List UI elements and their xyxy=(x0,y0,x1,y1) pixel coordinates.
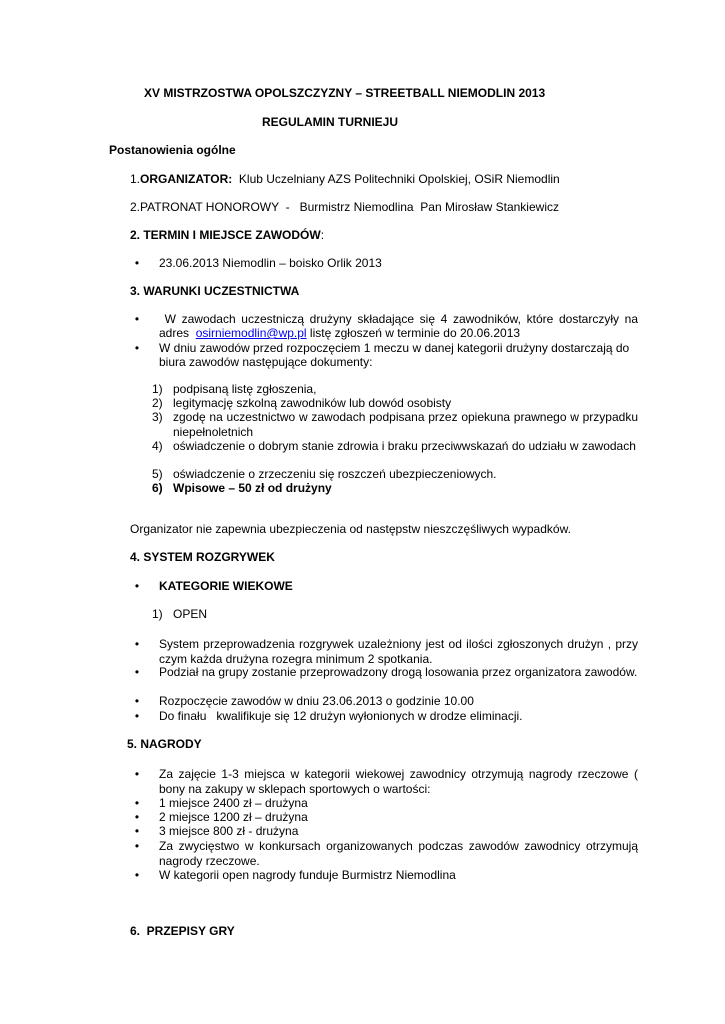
category-number: 1) xyxy=(152,607,163,621)
system-item: Do finału kwalifikuje się 12 drużyn wyłonionych w drodze eliminacji. xyxy=(159,709,523,723)
organizer-line xyxy=(130,172,560,187)
bullet-icon: • xyxy=(134,796,140,810)
section3-bullet1-line2 xyxy=(159,326,520,341)
email-link[interactable]: osirniemodlin@wp.pl xyxy=(195,326,307,340)
prize-item: 3 miejsce 800 zł - drużyna xyxy=(159,824,299,838)
section2-colon: : xyxy=(320,228,325,242)
bullet-icon: • xyxy=(134,839,140,853)
email-prefix: adres xyxy=(159,326,196,340)
prize-item: 2 miejsce 1200 zł – drużyna xyxy=(159,810,308,824)
bullet-icon: • xyxy=(134,868,140,882)
section2-heading: 2. TERMIN I MIEJSCE ZAWODÓW xyxy=(130,228,321,242)
bullet-icon: • xyxy=(134,579,140,593)
prize-item: W kategorii open nagrody funduje Burmistrz Niemodlina xyxy=(159,868,456,882)
doc-number: 2) xyxy=(152,396,163,410)
section3-bullet1-line1: W zawodach uczestniczą drużyny składające się 4 zawodników, które dostarczyły na xyxy=(159,312,638,326)
age-categories: KATEGORIE WIEKOWE xyxy=(159,579,293,593)
bullet-icon: • xyxy=(134,694,140,708)
document-subtitle: REGULAMIN TURNIEJU xyxy=(262,115,399,129)
prize-item: 1 miejsce 2400 zł – drużyna xyxy=(159,796,308,810)
system-item: Podział na grupy zostanie przeprowadzony drogą losowania przez organizatora zawodów. xyxy=(159,665,638,679)
section2-heading-line xyxy=(130,228,324,243)
bullet-icon: • xyxy=(134,341,140,355)
doc-number: 5) xyxy=(152,467,163,481)
prize-item: Za zwycięstwo w konkursach organizowanych podczas zawodów zawodnicy otrzymują nagrody rzeczowe. xyxy=(159,839,638,868)
section3-heading: 3. WARUNKI UCZESTNICTWA xyxy=(130,284,300,298)
doc-number: 3) xyxy=(152,410,163,424)
bullet-icon: • xyxy=(134,767,140,781)
doc-number: 6) xyxy=(152,481,163,495)
bullet-icon: • xyxy=(134,312,140,326)
bullet-icon: • xyxy=(134,637,140,651)
prize-item: Za zajęcie 1-3 miejsca w kategorii wiekowej zawodnicy otrzymują nagrody rzeczowe ( bony na zakupy w sklepach sportowych o wartości: xyxy=(159,767,638,796)
doc-item: legitymację szkolną zawodników lub dowód osobisty xyxy=(173,396,452,410)
general-heading: Postanowienia ogólne xyxy=(109,143,236,157)
bullet-icon: • xyxy=(134,824,140,838)
section2-date-place: 23.06.2013 Niemodlin – boisko Orlik 2013 xyxy=(159,256,382,270)
insurance-note: Organizator nie zapewnia ubezpieczenia od następstw nieszczęśliwych wypadków. xyxy=(130,522,571,536)
doc-number: 4) xyxy=(152,439,163,453)
doc-number: 1) xyxy=(152,382,163,396)
organizer-value: Klub Uczelniany AZS Politechniki Opolskiej, OSiR Niemodlin xyxy=(232,172,560,186)
system-item: Rozpoczęcie zawodów w dniu 23.06.2013 o godzinie 10.00 xyxy=(159,694,474,708)
organizer-prefix: 1. xyxy=(130,172,141,186)
system-item: System przeprowadzenia rozgrywek uzależniony jest od ilości zgłoszonych drużyn , przy czym każda drużyna rozegra minimum 2 spotkania. xyxy=(159,637,638,666)
document-title: XV MISTRZOSTWA OPOLSZCZYZNY – STREETBALL NIEMODLIN 2013 xyxy=(144,86,546,100)
patron-line: 2.PATRONAT HONOROWY - Burmistrz Niemodlina Pan Mirosław Stankiewicz xyxy=(130,200,559,214)
doc-item: zgodę na uczestnictwo w zawodach podpisana przez opiekuna prawnego w przypadku niepełnoletnich xyxy=(173,410,638,439)
section3-bullet2-line1: W dniu zawodów przed rozpoczęciem 1 meczu w danej kategorii drużyny dostarczają do xyxy=(159,341,630,355)
email-suffix: listę zgłoszeń w terminie do 20.06.2013 xyxy=(306,326,521,340)
bullet-icon: • xyxy=(134,810,140,824)
doc-item: oświadczenie o dobrym stanie zdrowia i braku przeciwwskazań do udziału w zawodach xyxy=(173,439,636,453)
bullet-icon: • xyxy=(134,256,140,270)
doc-item: oświadczenie o zrzeczeniu się roszczeń ubezpieczeniowych. xyxy=(173,467,497,481)
section5-heading: 5. NAGRODY xyxy=(127,737,202,751)
doc-item: podpisaną listę zgłoszenia, xyxy=(173,382,317,396)
organizer-label: ORGANIZATOR: xyxy=(140,172,233,186)
bullet-icon: • xyxy=(134,665,140,679)
section4-heading: 4. SYSTEM ROZGRYWEK xyxy=(130,550,275,564)
bullet-icon: • xyxy=(134,709,140,723)
section3-bullet2-line2: biura zawodów następujące dokumenty: xyxy=(159,355,373,369)
section6-heading: 6. PRZEPISY GRY xyxy=(130,924,235,938)
category-open: OPEN xyxy=(173,607,208,621)
entry-fee: Wpisowe – 50 zł od drużyny xyxy=(173,481,332,495)
